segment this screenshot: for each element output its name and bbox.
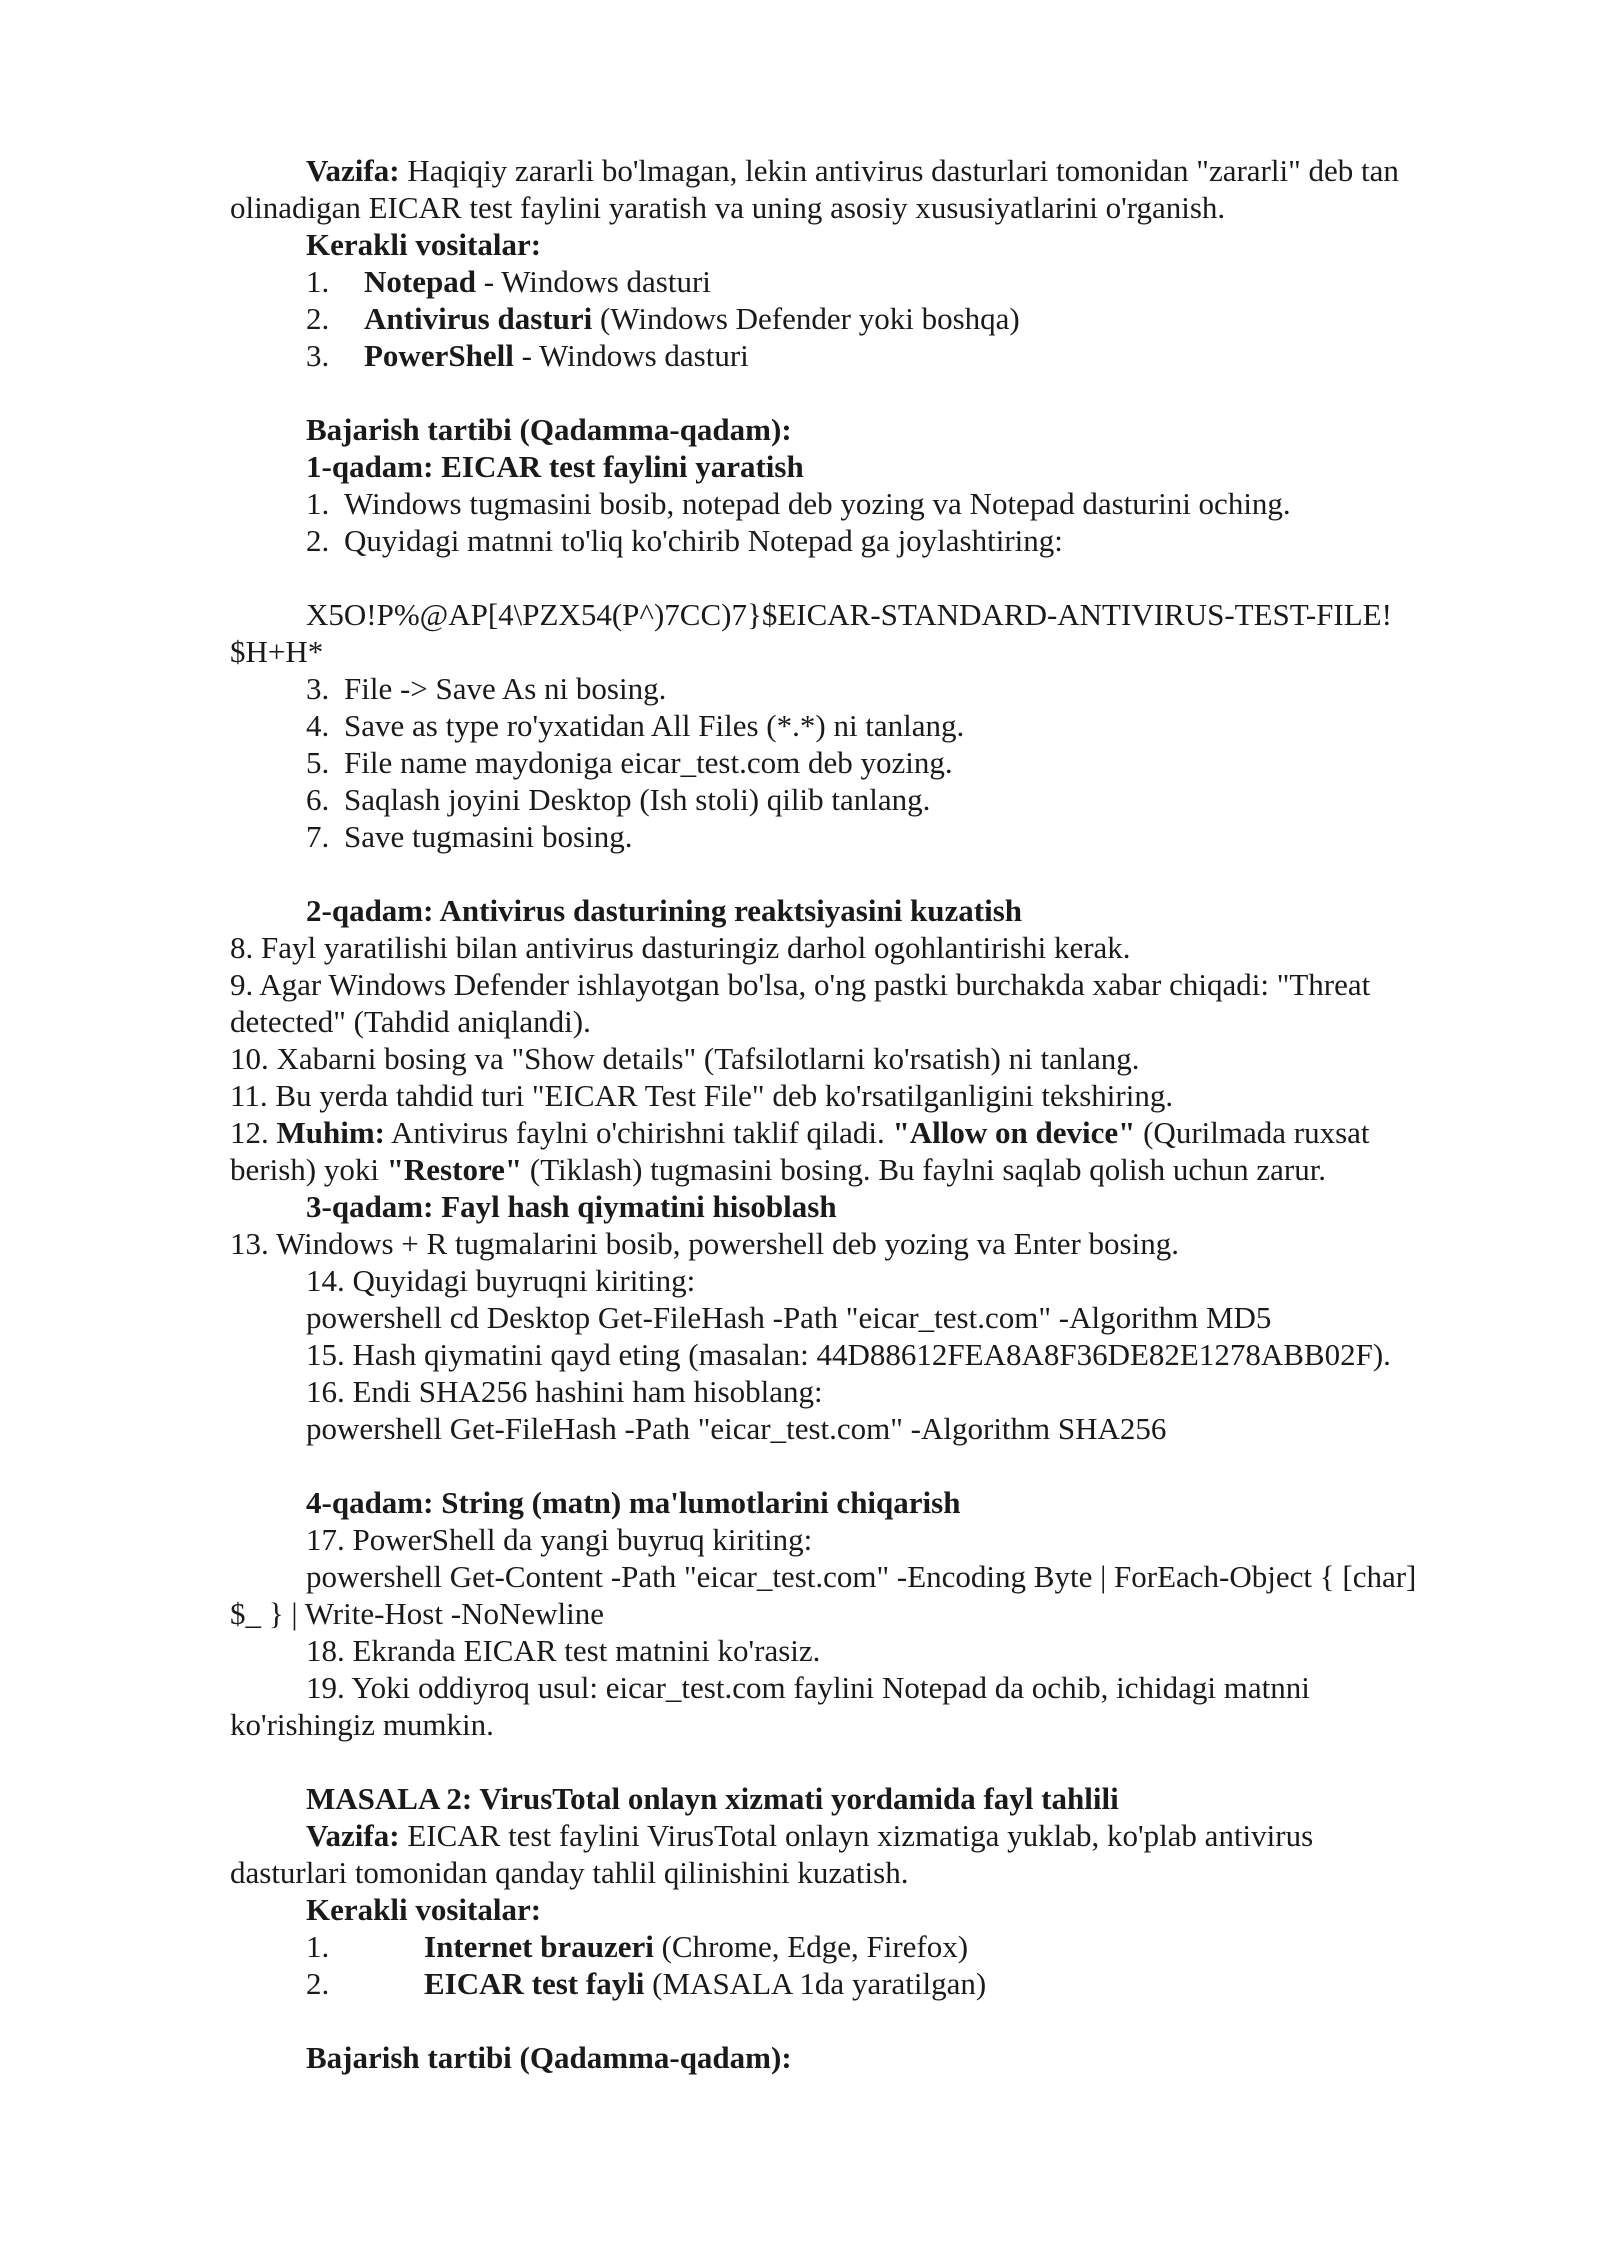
command-line-cont: $_ } | Write-Host -NoNewline <box>230 1596 604 1631</box>
list-item: 4. Save as type ro'yxatidan All Files (*.*) ni tanlang. <box>306 708 965 743</box>
step-line: 11. Bu yerda tahdid turi "EICAR Test File" deb ko'rsatilganligini tekshiring. <box>230 1078 1174 1113</box>
step-line: 18. Ekranda EICAR test matnini ko'rasiz. <box>306 1633 821 1668</box>
step-line: 14. Quyidagi buyruqni kiriting: <box>306 1263 696 1298</box>
step-4-heading: 4-qadam: String (matn) ma'lumotlarini chiqarish <box>306 1485 961 1520</box>
task-line-2: dasturlari tomonidan qanday tahlil qilinishini kuzatish. <box>230 1855 909 1890</box>
step-line: 17. PowerShell da yangi buyruq kiriting: <box>306 1522 813 1557</box>
step-line-important: 12. Muhim: Antivirus faylni o'chirishni taklif qiladi. "Allow on device" (Qurilmada ruxsat <box>230 1115 1370 1150</box>
list-item: 1. Notepad - Windows dasturi <box>306 264 711 299</box>
tools-heading: Kerakli vositalar: <box>306 227 542 262</box>
task-text: Haqiqiy zararli bo'lmagan, lekin antivirus dasturlari tomonidan "zararli" deb tan <box>399 153 1399 188</box>
list-item: 7. Save tugmasini bosing. <box>306 819 633 854</box>
eicar-string-line-1: X5O!P%@AP[4\PZX54(P^)7CC)7}$EICAR-STANDARD-ANTIVIRUS-TEST-FILE! <box>306 597 1392 632</box>
list-item: 5. File name maydoniga eicar_test.com deb yozing. <box>306 745 953 780</box>
command-line: powershell Get-Content -Path "eicar_test.com" -Encoding Byte | ForEach-Object { [char] <box>306 1559 1417 1594</box>
step-3-heading: 3-qadam: Fayl hash qiymatini hisoblash <box>306 1189 837 1224</box>
list-item: 3. File -> Save As ni bosing. <box>306 671 667 706</box>
step-2-heading: 2-qadam: Antivirus dasturining reaktsiyasini kuzatish <box>306 893 1023 928</box>
list-item: 1. Windows tugmasini bosib, notepad deb yozing va Notepad dasturini oching. <box>306 486 1291 521</box>
command-line: powershell cd Desktop Get-FileHash -Path "eicar_test.com" -Algorithm MD5 <box>306 1300 1272 1335</box>
list-item: 2. Quyidagi matnni to'liq ko'chirib Notepad ga joylashtiring: <box>306 523 1063 558</box>
list-item: 1. Internet brauzeri (Chrome, Edge, Firefox) <box>306 1929 969 1964</box>
step-line: detected" (Tahdid aniqlandi). <box>230 1004 591 1039</box>
task-line-1 <box>306 153 1546 189</box>
step-line: 15. Hash qiymatini qayd eting (masalan: 44D88612FEA8A8F36DE82E1278ABB02F). <box>306 1337 1391 1372</box>
task-line-2: olinadigan EICAR test faylini yaratish va uning asosiy xususiyatlarini o'rganish. <box>230 190 1226 225</box>
step-line: 13. Windows + R tugmalarini bosib, powershell deb yozing va Enter bosing. <box>230 1226 1179 1261</box>
procedure-heading: Bajarish tartibi (Qadamma-qadam): <box>306 2040 792 2075</box>
tools-heading: Kerakli vositalar: <box>306 1892 542 1927</box>
step-1-heading: 1-qadam: EICAR test faylini yaratish <box>306 449 804 484</box>
command-line: powershell Get-FileHash -Path "eicar_test.com" -Algorithm SHA256 <box>306 1411 1167 1446</box>
task-line-1: Vazifa: EICAR test faylini VirusTotal onlayn xizmatiga yuklab, ko'plab antivirus <box>306 1818 1314 1853</box>
eicar-string-line-2: $H+H* <box>230 634 324 669</box>
list-item: 3. PowerShell - Windows dasturi <box>306 338 749 373</box>
masala-2-heading: MASALA 2: VirusTotal onlayn xizmati yordamida fayl tahlili <box>306 1781 1119 1816</box>
step-line: 10. Xabarni bosing va "Show details" (Tafsilotlarni ko'rsatish) ni tanlang. <box>230 1041 1140 1076</box>
step-line: 16. Endi SHA256 hashini ham hisoblang: <box>306 1374 823 1409</box>
list-item: 6. Saqlash joyini Desktop (Ish stoli) qilib tanlang. <box>306 782 931 817</box>
task-label: Vazifa: <box>306 153 400 188</box>
step-line: 8. Fayl yaratilishi bilan antivirus dasturingiz darhol ogohlantirishi kerak. <box>230 930 1131 965</box>
step-line-cont: ko'rishingiz mumkin. <box>230 1707 494 1742</box>
list-item: 2. Antivirus dasturi (Windows Defender yoki boshqa) <box>306 301 1020 336</box>
list-item: 2. EICAR test fayli (MASALA 1da yaratilgan) <box>306 1966 987 2001</box>
step-line-important-cont: berish) yoki "Restore" (Tiklash) tugmasini bosing. Bu faylni saqlab qolish uchun zarur. <box>230 1152 1327 1187</box>
procedure-heading: Bajarish tartibi (Qadamma-qadam): <box>306 412 792 447</box>
step-line: 19. Yoki oddiyroq usul: eicar_test.com faylini Notepad da ochib, ichidagi matnni <box>306 1670 1310 1705</box>
step-line: 9. Agar Windows Defender ishlayotgan bo'lsa, o'ng pastki burchakda xabar chiqadi: "Threat <box>230 967 1371 1002</box>
